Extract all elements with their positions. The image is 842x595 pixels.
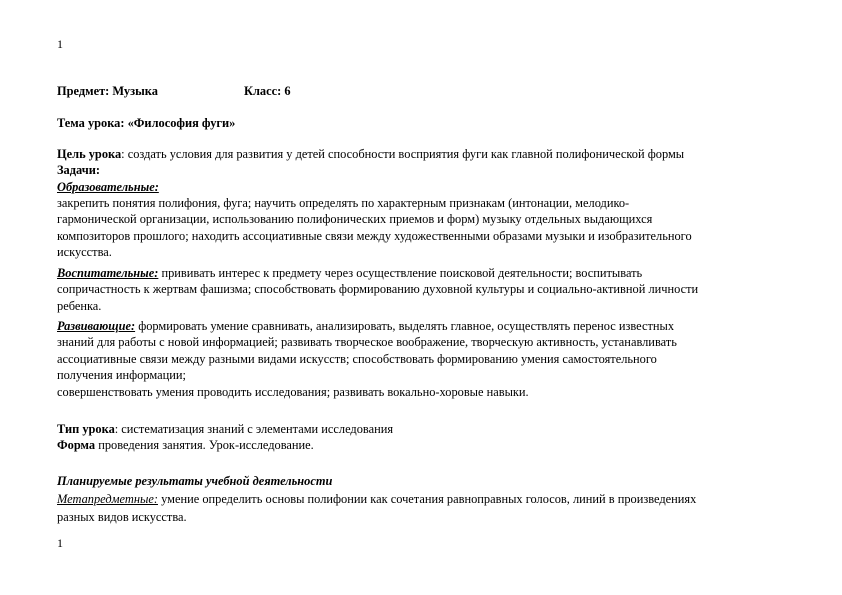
lesson-type-text: : систематизация знаний с элементами исследования <box>114 422 394 436</box>
developing-block <box>57 318 674 335</box>
lesson-topic: Тема урока: «Философия фуги» <box>57 116 236 130</box>
lesson-goal <box>57 146 684 163</box>
class-label: Класс: 6 <box>244 84 291 98</box>
educational-line: гармонической организации, использованию полифонических приемов и форм) музыку отдельных выдающихся <box>57 212 653 226</box>
upbringing-line: ребенка. <box>57 299 102 313</box>
upbringing-label: Воспитательные: <box>57 266 159 280</box>
developing-line: получения информации; <box>57 368 186 382</box>
page-number-bottom: 1 <box>57 536 63 550</box>
upbringing-line: сопричастность к жертвам фашизма; способствовать формированию духовной культуры и социально-активной личности <box>57 282 699 296</box>
upbringing-line: прививать интерес к предмету через осуществление поисковой деятельности; воспитывать <box>158 266 643 280</box>
subject-label: Предмет: Музыка <box>57 84 158 98</box>
developing-line: ассоциативные связи между разными видами искусств; способствовать формированию умения самостоятельного <box>57 352 657 366</box>
educational-line: закрепить понятия полифония, фуга; научить определять по характерным признакам (интонации, мелодико- <box>57 196 630 210</box>
lesson-form-text: проведения занятия. Урок-исследование. <box>95 438 314 452</box>
developing-label: Развивающие: <box>57 319 136 333</box>
lesson-form-label: Форма <box>57 438 96 452</box>
upbringing-block <box>57 265 642 282</box>
metasubject-line: разных видов искусства. <box>57 510 187 524</box>
metasubject-line: умение определить основы полифонии как сочетания равноправных голосов, линий в произведениях <box>157 492 697 506</box>
planned-results-heading: Планируемые результаты учебной деятельности <box>57 474 333 488</box>
goal-text: : создать условия для развития у детей способности восприятия фуги как главной полифонической формы <box>121 147 685 161</box>
developing-line: знаний для работы с новой информацией; развивать творческое воображение, творческую активность, устанавливать <box>57 335 677 349</box>
educational-line: искусства. <box>57 245 112 259</box>
subject-line <box>57 83 291 100</box>
lesson-type <box>57 421 393 438</box>
developing-line: формировать умение сравнивать, анализировать, выделять главное, осуществлять перенос известных <box>135 319 675 333</box>
lesson-form <box>57 437 314 454</box>
lesson-type-label: Тип урока <box>57 422 115 436</box>
metasubject-label: Метапредметные: <box>57 492 158 506</box>
page-number-top: 1 <box>57 37 63 51</box>
developing-line: совершенствовать умения проводить исследования; развивать вокально-хоровые навыки. <box>57 385 529 399</box>
educational-line: композиторов прошлого; находить ассоциативные связи между художественными образами музыки и изобразительного <box>57 229 692 243</box>
metasubject-block <box>57 491 696 508</box>
tasks-label: Задачи: <box>57 163 100 177</box>
goal-label: Цель урока <box>57 147 122 161</box>
educational-label: Образовательные: <box>57 180 159 194</box>
